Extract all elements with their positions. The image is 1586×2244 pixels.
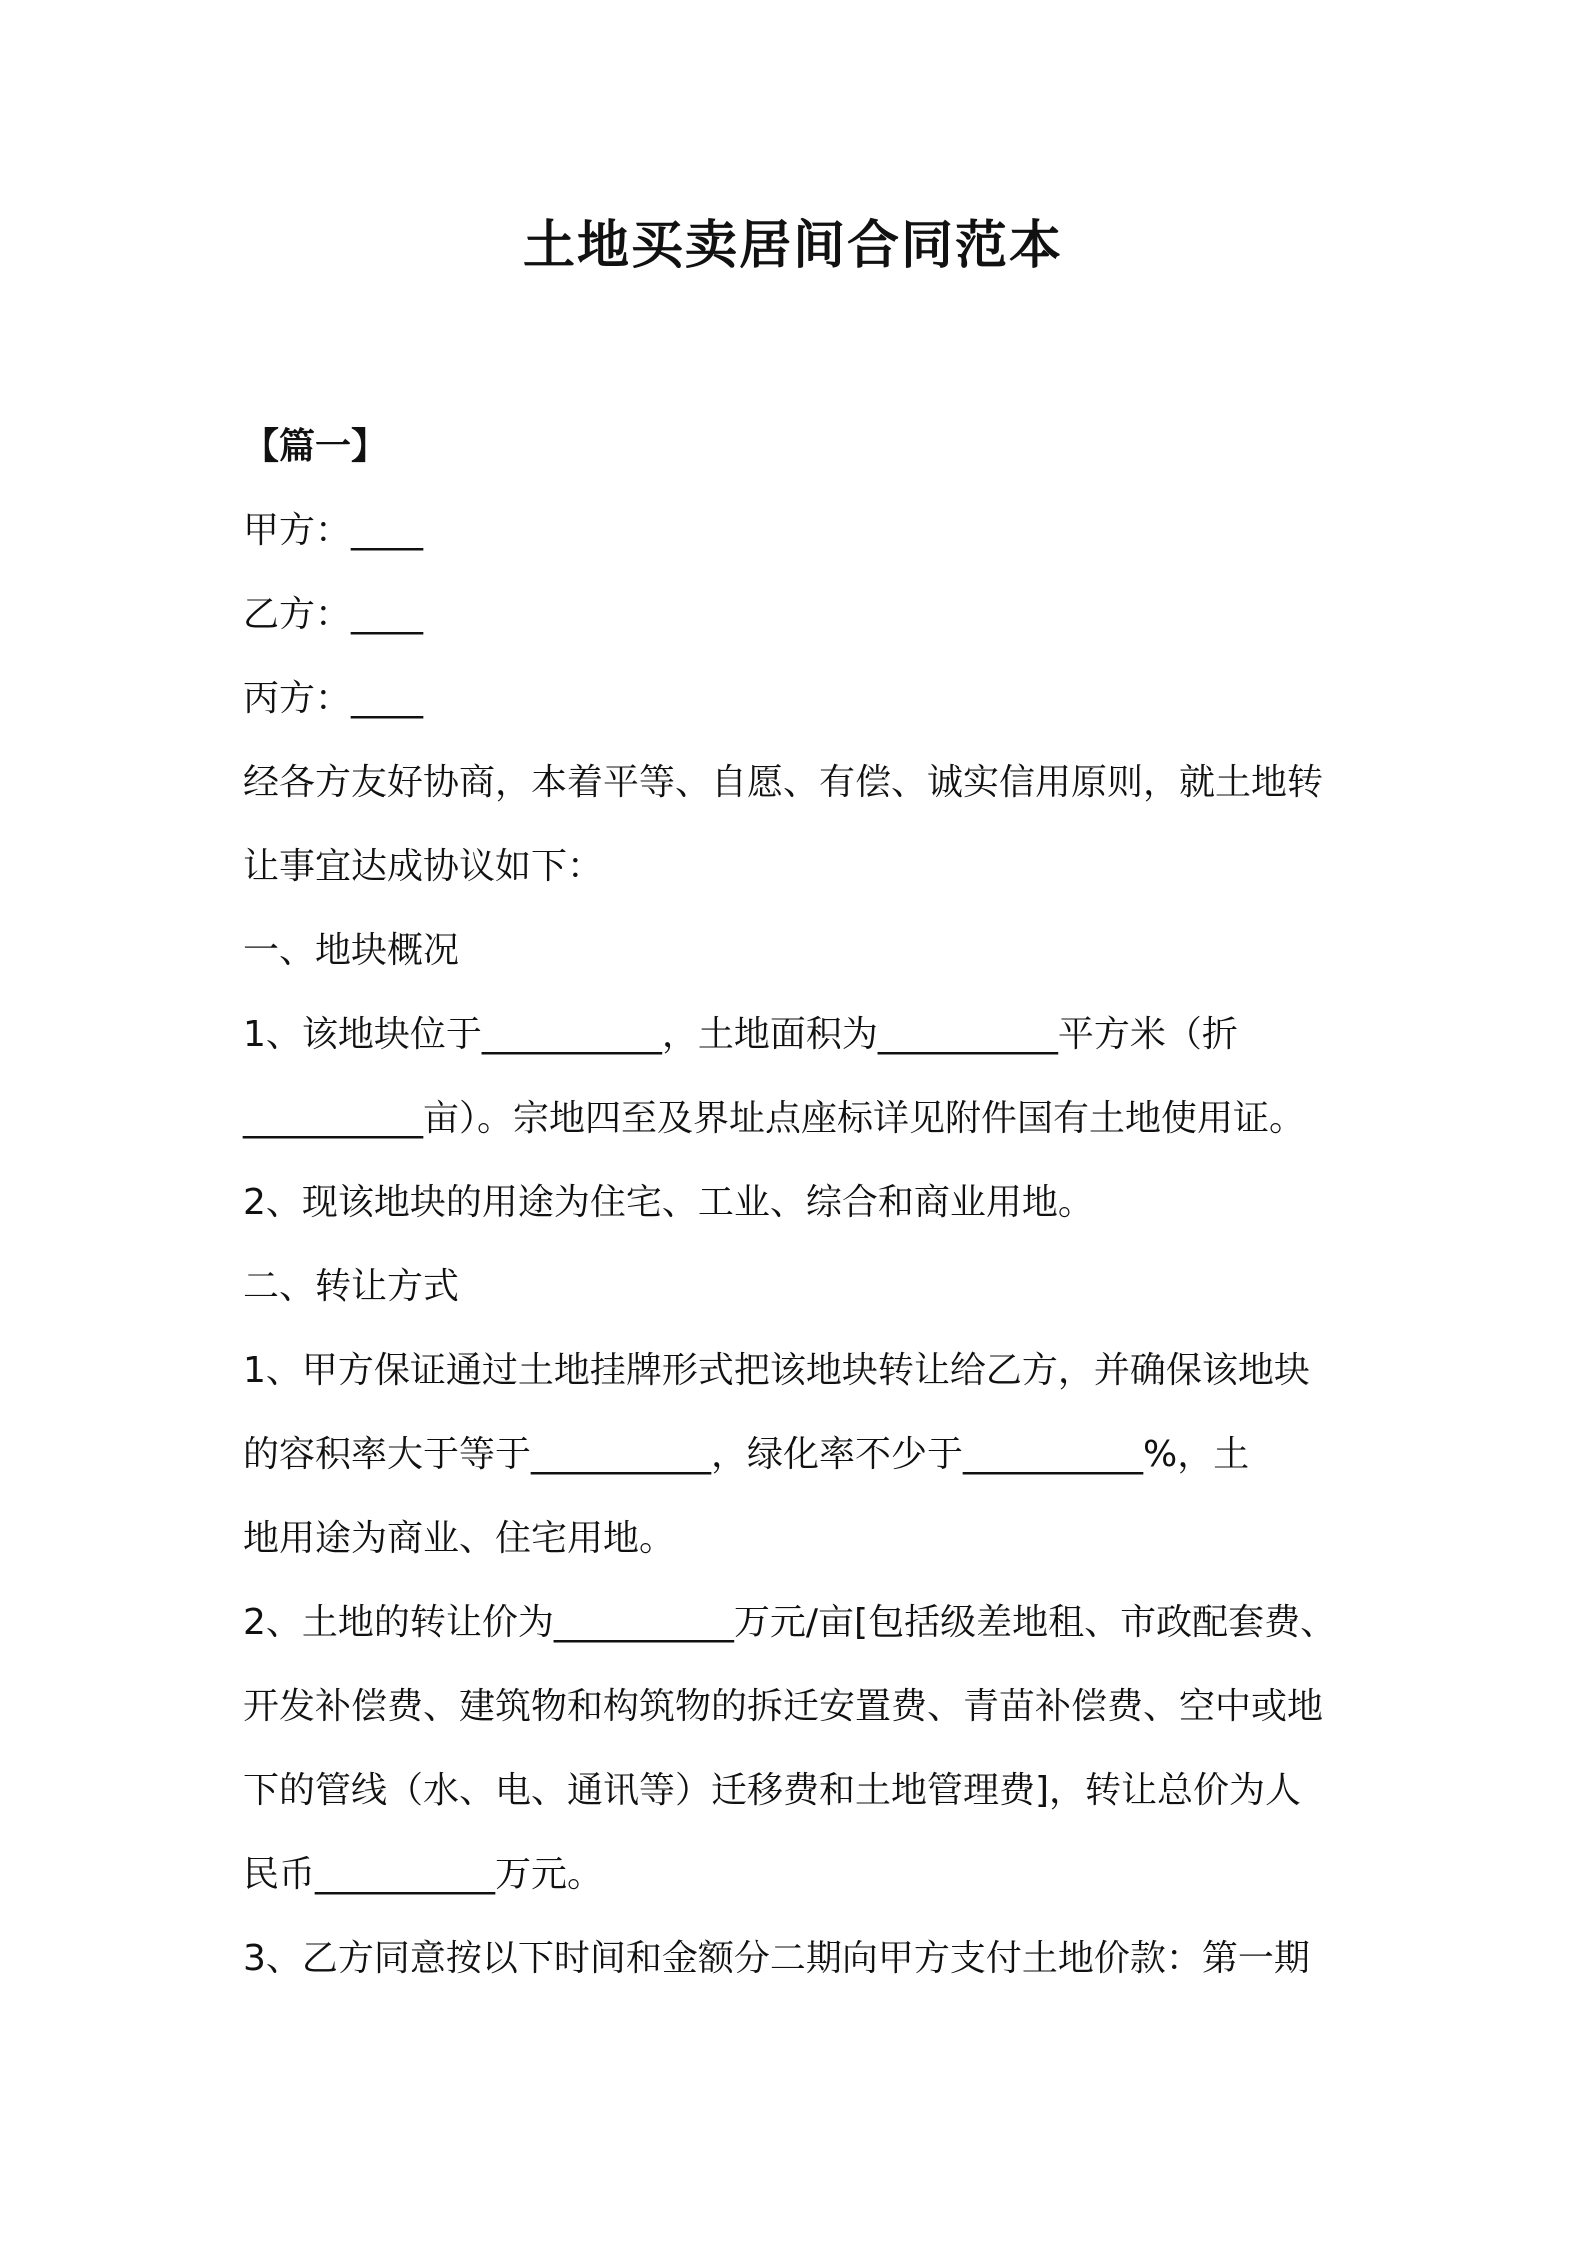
document-title: 土地买卖居间合同范本 xyxy=(522,216,1063,276)
section-heading: 二、转让方式 xyxy=(243,1266,460,1307)
clause-line: 下的管线（水、电、通讯等）迁移费和土地管理费]，转让总价为人 xyxy=(243,1770,1302,1811)
clause-line: 1、甲方保证通过土地挂牌形式把该地块转让给乙方，并确保该地块 xyxy=(243,1350,1310,1391)
clause-line: 3、乙方同意按以下时间和金额分二期向甲方支付土地价款：第一期 xyxy=(243,1938,1310,1979)
clause-line: 1、该地块位于__________，土地面积为__________平方米（折 xyxy=(243,1014,1238,1055)
preamble-line: 经各方友好协商，本着平等、自愿、有偿、诚实信用原则，就土地转 xyxy=(243,762,1324,803)
document-body xyxy=(243,405,1363,2001)
clause-line: 地用途为商业、住宅用地。 xyxy=(243,1518,676,1559)
clause-line: 民币__________万元。 xyxy=(243,1854,604,1895)
clause-line: 开发补偿费、建筑物和构筑物的拆迁安置费、青苗补偿费、空中或地 xyxy=(243,1686,1324,1727)
party-c-line: 丙方：____ xyxy=(243,678,424,719)
clause-line: 2、现该地块的用途为住宅、工业、综合和商业用地。 xyxy=(243,1182,1094,1223)
preamble-line: 让事宜达成协议如下： xyxy=(243,846,604,887)
clause-line: __________亩）。宗地四至及界址点座标详见附件国有土地使用证。 xyxy=(243,1098,1306,1139)
section-heading: 一、地块概况 xyxy=(243,930,460,971)
clause-line: 的容积率大于等于__________，绿化率不少于__________%，土 xyxy=(243,1434,1250,1475)
party-a-line: 甲方：____ xyxy=(243,510,424,551)
section-label: 【篇一】 xyxy=(243,426,388,467)
clause-line: 2、土地的转让价为__________万元/亩[包括级差地租、市政配套费、 xyxy=(243,1602,1337,1643)
party-b-line: 乙方：____ xyxy=(243,594,424,635)
